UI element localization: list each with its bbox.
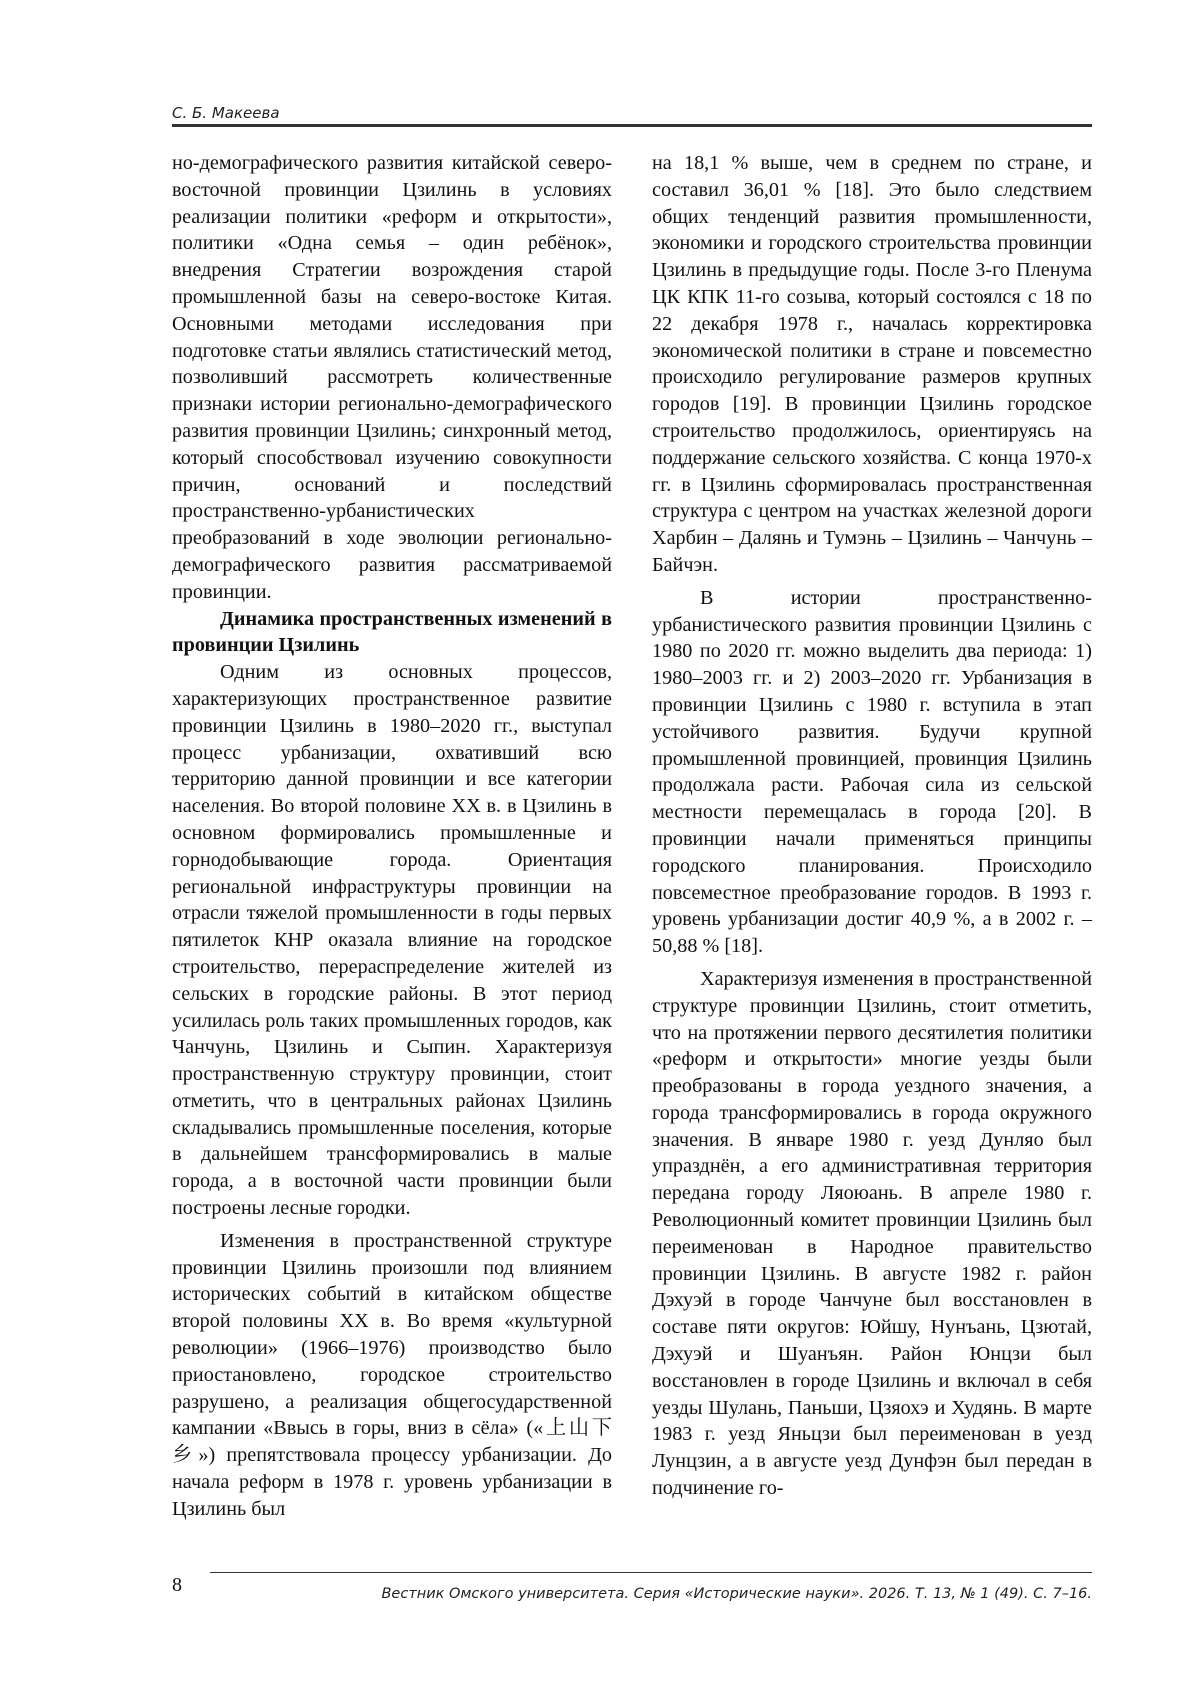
- journal-citation: Вестник Омского университета. Серия «Исторические науки». 2026. Т. 13, № 1 (49). С. 7–16.: [381, 1586, 1092, 1602]
- page-number: 8: [172, 1574, 182, 1596]
- footer-rule: [210, 1572, 1092, 1573]
- left-paragraph-3: Изменения в пространственной структуре провинции Цзилинь произошли под влиянием исторических событий в китайском обществе второй половины XX в. Во время «культурной революции» (1966–1976) производство было приостановлено, городское строительство разрушено, а реализация общегосударственной кампании «Ввысь в горы, вниз в сёла» («上山下乡») препятствовала процессу урбанизации. До начала реформ в 1978 г. уровень урбанизации в Цзилинь был: [172, 1229, 612, 1520]
- left-paragraph-1: но-демографического развития китайской северо-восточной провинции Цзилинь в условиях реализации политики «реформ и открытости», политики «Одна семья – один ребёнок», внедрения Стратегии возрождения старой промышленной базы на северо-востоке Китая. Основными методами исследования при подготовке статьи являлись статистический метод, позволивший рассмотреть количественные признаки истории регионально-демографического развития провинции Цзилинь; синхронный метод, который способствовал изучению совокупности причин, оснований и последствий пространственно-урбанистических преобразований в ходе эволюции регионально-демографического развития рассматриваемой провинции.: [172, 152, 612, 603]
- right-paragraph-2: В истории пространственно-урбанистического развития провинции Цзилинь с 1980 по 2020 гг. можно выделить два периода: 1) 1980–2003 гг. и 2) 2003–2020 гг. Урбанизация в провинции Цзилинь с 1980 г. вступила в этап устойчивого развития. Будучи крупной промышленной провинцией, провинция Цзилинь продолжала расти. Рабочая сила из сельской местности перемещалась в города [20]. В провинции начали применяться принципы городского планирования. Происходило повсеместное преобразование городов. В 1993 г. уровень урбанизации достиг 40,9 %, а в 2002 г. – 50,88 % [18].: [652, 586, 1092, 958]
- right-paragraph-1: на 18,1 % выше, чем в среднем по стране, и составил 36,01 % [18]. Это было следствием общих тенденций развития промышленности, экономики и городского строительства провинции Цзилинь в предыдущие годы. После 3-го Пленума ЦК КПК 11-го созыва, который состоялся с 18 по 22 декабря 1978 г., началась корректировка экономической политики в стране и повсеместно происходило регулирование размеров крупных городов [19]. В провинции Цзилинь городское строительство продолжилось, ориентируясь на поддержание сельского хозяйства. С конца 1970-х гг. в Цзилинь сформировалась пространственная структура с центром на участках железной дороги Харбин – Далянь и Тумэнь – Цзилинь – Чанчунь – Байчэн.: [652, 152, 1092, 576]
- header-rule: [172, 124, 1092, 127]
- right-paragraph-3: Характеризуя изменения в пространственной структуре провинции Цзилинь, стоит отметить, что на протяжении первого десятилетия политики «реформ и открытости» многие уезды были преобразованы в города уездного значения, а города трансформировались в города окружного значения. В январе 1980 г. уезд Дунляо был упразднён, а его административная территория передана городу Ляоюань. В апреле 1980 г. Революционный комитет провинции Цзилинь был переименован в Народное правительство провинции Цзилинь. В августе 1982 г. район Дэхуэй в городе Чанчуне был восстановлен в составе пяти округов: Юйшу, Нунъань, Цзютай, Дэхуэй и Шуанъян. Район Юнцзи был восстановлен в городе Цзилинь и включал в себя уезды Шулань, Паньши, Цзяохэ и Худянь. В марте 1983 г. уезд Яньцзи был переименован в уезд Лунцзин, а в августе уезд Дунфэн был передан в подчинение го-: [652, 967, 1092, 1500]
- right-column: [652, 150, 1092, 1502]
- left-column: [172, 150, 612, 1523]
- section-heading: Динамика пространственных изменений в провинции Цзилинь: [172, 607, 612, 657]
- running-head-author: С. Б. Макеева: [172, 104, 280, 122]
- left-paragraph-2: Одним из основных процессов, характеризующих пространственное развитие провинции Цзилинь в 1980–2020 гг., выступал процесс урбанизации, охвативший всю территорию данной провинции и все категории населения. Во второй половине XX в. в Цзилинь в основном формировались промышленные и горнодобывающие города. Ориентация региональной инфраструктуры провинции на отрасли тяжелой промышленности в годы первых пятилеток КНР оказала влияние на городское строительство, перераспределение жителей из сельских в городские районы. В этот период усилилась роль таких промышленных городов, как Чанчунь, Цзилинь и Сыпин. Характеризуя пространственную структуру провинции, стоит отметить, что в центральных районах Цзилинь складывались промышленные поселения, которые в дальнейшем трансформировались в малые города, а в восточной части провинции были построены лесные городки.: [172, 661, 612, 1220]
